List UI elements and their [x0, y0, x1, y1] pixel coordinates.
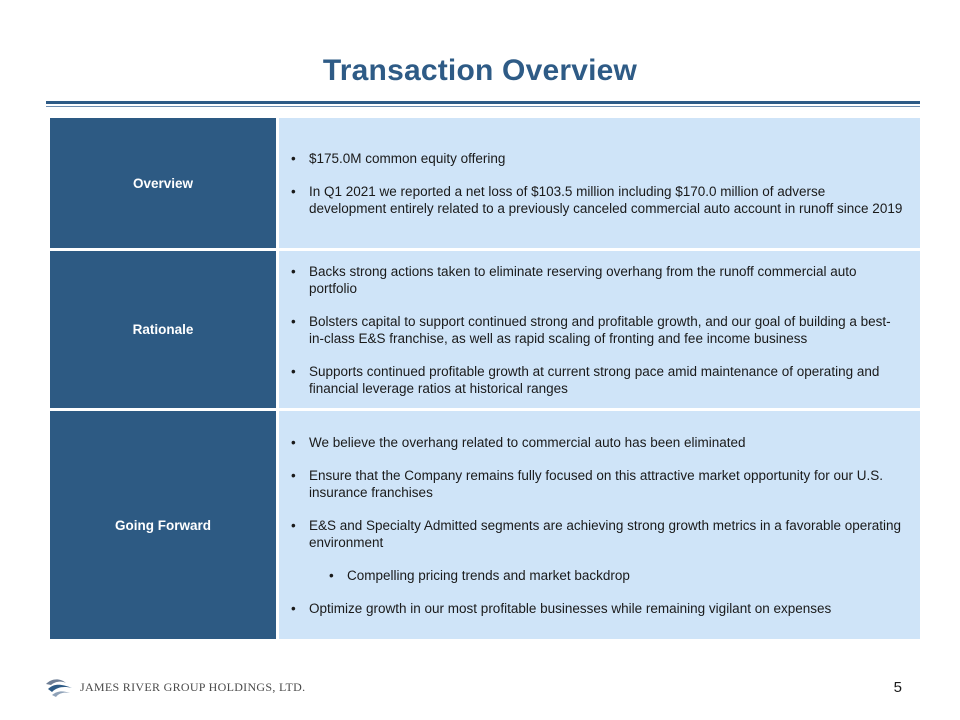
row-content-going-forward	[279, 411, 920, 639]
bullet-list	[287, 263, 904, 397]
title-divider-thin	[46, 106, 920, 107]
bullet-item: • Bolsters capital to support continued strong and profitable growth, and our goal of building a best-in-class E&S franchise, as well as rapid scaling of fronting and fee income business	[287, 313, 904, 347]
bullet-item: • Optimize growth in our most profitable businesses while remaining vigilant on expenses	[287, 600, 904, 617]
company-logo	[44, 676, 305, 698]
bullet-item: • In Q1 2021 we reported a net loss of $103.5 million including $170.0 million of adverse development entirely related to a previously canceled commercial auto account in runoff since 2019	[287, 183, 904, 217]
row-content-rationale	[279, 251, 920, 408]
table-row-going-forward	[50, 411, 920, 639]
bullet-list	[287, 150, 904, 217]
bullet-item: • E&S and Specialty Admitted segments are achieving strong growth metrics in a favorable operating environment	[287, 517, 904, 551]
company-name: JAMES RIVER GROUP HOLDINGS, LTD.	[80, 679, 306, 694]
overview-table	[50, 118, 920, 642]
bullet-item: • Supports continued profitable growth at current strong pace amid maintenance of operating and financial leverage ratios at historical ranges	[287, 363, 904, 397]
row-label-rationale: Rationale	[50, 251, 276, 408]
river-wave-icon	[44, 676, 74, 698]
bullet-item: • $175.0M common equity offering	[287, 150, 904, 167]
row-label-going-forward: Going Forward	[50, 411, 276, 639]
table-row-rationale	[50, 251, 920, 408]
page-number: 5	[893, 679, 902, 696]
slide-title: Transaction Overview	[322, 54, 638, 87]
bullet-item: • We believe the overhang related to commercial auto has been eliminated	[287, 434, 904, 451]
title-divider-thick	[46, 101, 920, 104]
table-row-overview	[50, 118, 920, 248]
sub-bullet-item: • Compelling pricing trends and market backdrop	[287, 567, 904, 584]
bullet-item: • Backs strong actions taken to eliminate reserving overhang from the runoff commercial auto portfolio	[287, 263, 904, 297]
bullet-item: • Ensure that the Company remains fully focused on this attractive market opportunity for our U.S. insurance franchises	[287, 467, 904, 501]
row-label-overview: Overview	[50, 118, 276, 248]
row-content-overview	[279, 118, 920, 248]
bullet-list	[287, 434, 904, 617]
